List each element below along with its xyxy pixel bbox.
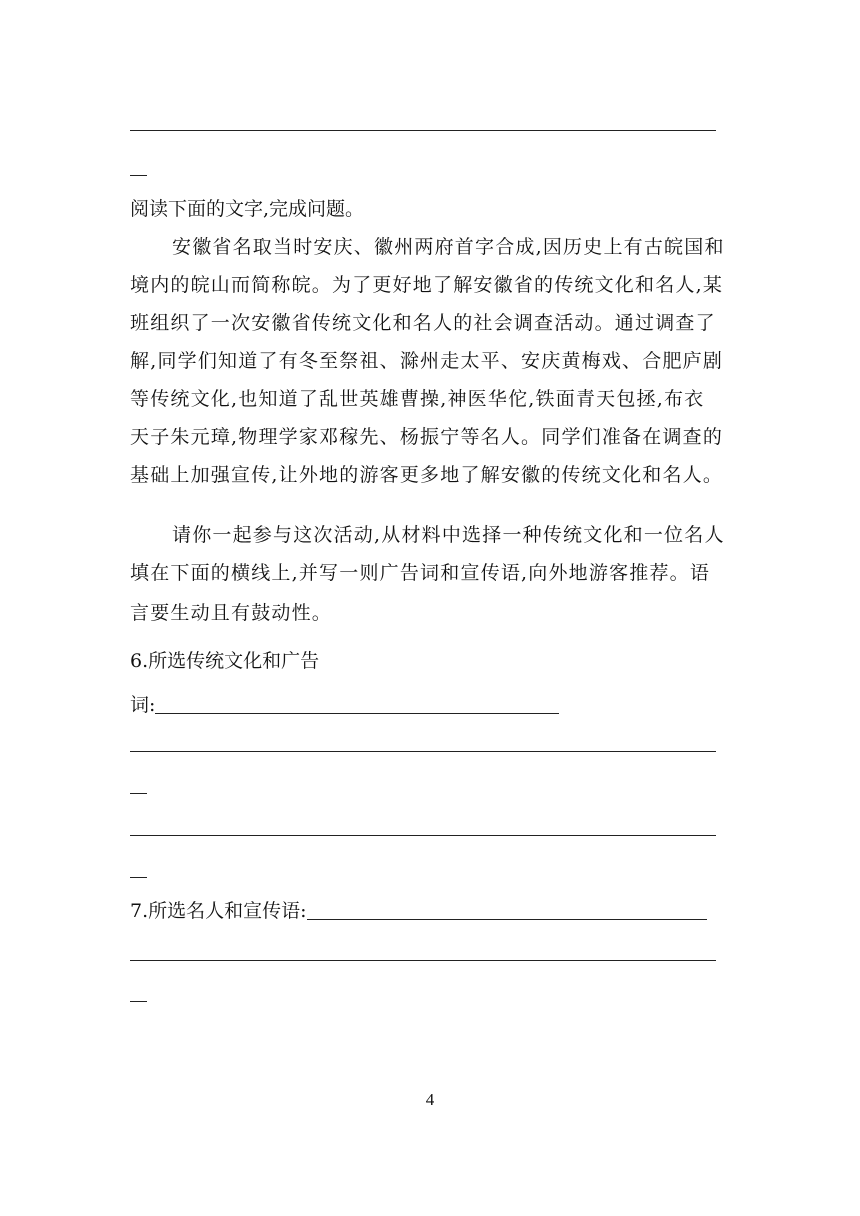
- answer-line: [130, 751, 716, 752]
- instruction-text: 阅读下面的文字,完成问题。: [130, 198, 365, 220]
- passage-line: 言要生动且有鼓动性。: [130, 602, 333, 624]
- answer-blank[interactable]: [307, 919, 707, 920]
- passage-line: 请你一起参与这次活动,从材料中选择一种传统文化和一位名人: [172, 524, 725, 546]
- answer-line: [130, 130, 716, 131]
- question-6-label: 词:: [130, 694, 156, 716]
- passage-line: 等传统文化,也知道了乱世英雄曹操,神医华佗,铁面青天包拯,布衣: [130, 388, 705, 410]
- answer-line: [130, 960, 716, 961]
- passage-line: 基础上加强宣传,让外地的游客更多地了解安徽的传统文化和名人。: [130, 464, 724, 486]
- answer-blank[interactable]: [155, 713, 559, 714]
- passage-line: 填在下面的横线上,并写一则广告词和宣传语,向外地游客推荐。语: [130, 562, 711, 584]
- question-7-answer-row: [130, 893, 707, 929]
- answer-line-tail: [130, 175, 147, 176]
- question-6-answer-row: [130, 687, 559, 723]
- passage-line: 解,同学们知道了有冬至祭祖、滁州走太平、安庆黄梅戏、合肥庐剧: [130, 350, 724, 372]
- question-6-prompt: 6.所选传统文化和广告: [130, 650, 320, 672]
- passage-line: 班组织了一次安徽省传统文化和名人的社会调查活动。通过调查了: [130, 312, 716, 334]
- page-number: 4: [425, 1090, 435, 1109]
- answer-line-tail: [130, 793, 147, 794]
- answer-line: [130, 835, 716, 836]
- question-7-label: 7.所选名人和宣传语:: [130, 900, 307, 922]
- passage-line: 安徽省名取当时安庆、徽州两府首字合成,因历史上有古皖国和: [172, 236, 725, 258]
- answer-line-tail: [130, 877, 147, 878]
- answer-line-tail: [130, 1001, 147, 1002]
- passage-line: 境内的皖山而简称皖。为了更好地了解安徽省的传统文化和名人,某: [130, 274, 724, 296]
- passage-line: 天子朱元璋,物理学家邓稼先、杨振宁等名人。同学们准备在调查的: [130, 426, 724, 448]
